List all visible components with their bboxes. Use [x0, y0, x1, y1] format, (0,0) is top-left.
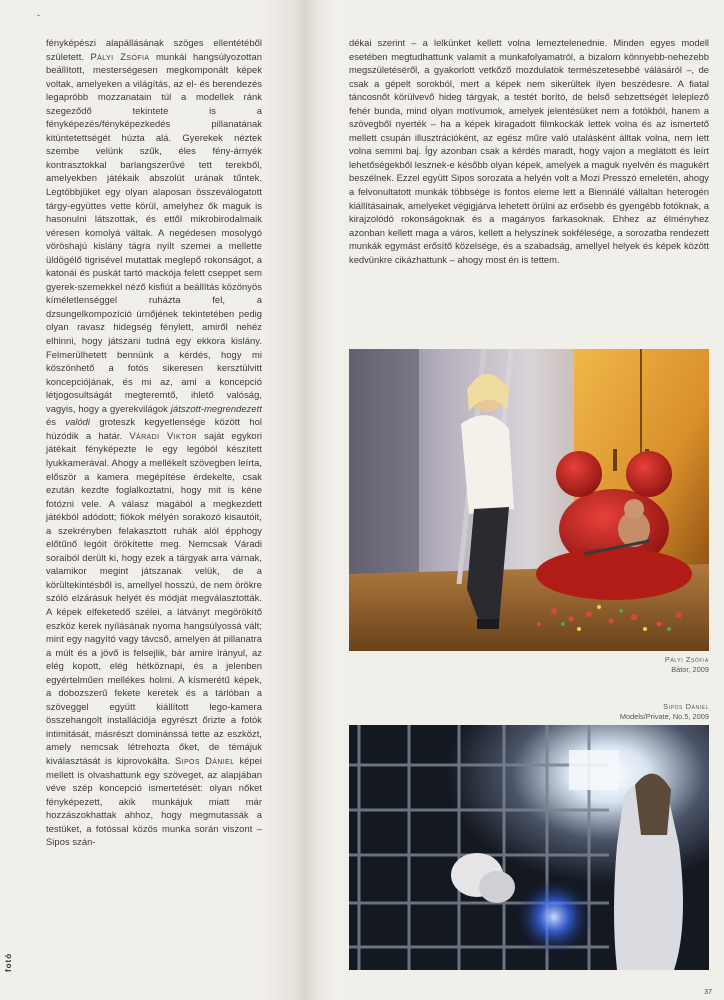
- right-column-paragraph: dékai szerint – a lelkünket kellett volna lemeztelenednie. Minden egyes modell esetében megtudhattunk valamit a munkafolyamatról, a bizalom könnyebb-nehezebb megszületéséről, a gyakorlott vetkőző mozdulatok természetesebbé válásáról –, de csak a gépelt sorokból, mert a képek nem sikerültek ilyen beszédesre. A fiatal táncosnőt körülvevő hideg tárgyak, a testét borító, de belső sebzettségét leleplező fehér bunda, mind olyan motívumok, amelyek jelentésüket nem a fotókból, hanem a szövegből nyerték – ha a képek kiragadott filmkockák lettek volna és az ismertető mellett csupán illusztrációként, az egész műre való utalásként álltak volna, nem lett volna semmi baj. Így azonban csak a kérdés maradt, hogy vajon a meglátott és leírt lehetőségekből lesznek-e később olyan képek, amelyek a maguk nyelvén és magukért beszélnek. Ezzel együtt Sipos sorozata a helyén volt a Mozi Presszó emeletén, ahogy a felvonultatott munkák többsége is fontos eleme lett a Biennálé vállaltan heterogén kiállításainak, amelyeket végigjárva lehetett örülni az erősebb és gyengébb fotóknak, a kirajzolódó rokonságoknak és a magányos farkasoknak. Ehhez az élményhez azonban kellett maga a város, kellett a helyszínek sokfélesége, a sorozatba rendezett munkák egymást erősítő közelsége, és a szabadság, amellyel helyek és képek között kedvünkre cikázhattunk – ahogy most én is tettem.: [349, 37, 709, 265]
- caption-photo-2: [620, 702, 709, 722]
- page-mark: -: [37, 10, 40, 20]
- left-text-column: [46, 36, 262, 849]
- text-run: és: [46, 416, 66, 428]
- caption-author: Sipos Dániel: [663, 702, 709, 711]
- right-text-column: [349, 36, 709, 266]
- text-run: groteszk kegyetlensége között hol húzódik a határ.: [46, 416, 262, 441]
- section-label: fotó: [4, 952, 13, 972]
- page-gutter: [262, 0, 340, 1000]
- text-run: munkái hangsúlyozottan beállított, mesterségesen megkomponált képek voltak, amelyeken a világítás, az el- és berendezés legapróbb mozzanatain túl a modellek ránk szegeződő tekintete is a fényképezés/fényképezkedés pillanatának kitüntetettségét húzta alá. Gyerekek néztek szembe velünk szűk, éles fény-árnyék kontrasztokkal barlangszerűvé tett terekből, amelyekben játékaik abszolút urának tűntek. Legtöbbjüket egy olyan alaposan összeválogatott tárgy-együttes vette körül, amelyhez ők maguk is hasonulni látszottak, és ettől mikrobirodalmaik véresen komolyá váltak. A negédesen mosolygó vöröshajú kislány tágra nyílt szemei a mellette üldögélő tigrisével mutattak meglepő rokonságot, a katonái és puskát tartó mackója felett cseppet sem gyerek-szemekkel néző kisfiút a beállítás közönyös kíméletlenséggel ruházta fel, a dzsungelkompozíció úrnőjének tekintetében pedig olyan ravasz hidegség fénylett, amiről nehéz elhinni, hogy játszani tudná egy ekkora kislány. Felmerülhetett bennünk a kérdés, hogy mi köszönhető a fotós sikeresen kersztülvitt koncepciójának, és mi az, ami a koncepció létjogosultságát megteremtő, ihlető valóság, vagyis, hogy a gyerekvilágok: [46, 50, 262, 414]
- text-run: fényképészi alapállásának szöges ellentétéből született.: [46, 37, 262, 62]
- left-column-paragraph: [46, 36, 262, 849]
- text-run: saját egykori játékait fényképezte le egy legóból készített lyukkamerával. Ahogy a mellékelt szövegben leírta, először a kamera megépítése érdekelte, csak ezután kezdte foglalkoztatni, hogy mit is kéne fotózni vele. A válasz magából a megkezdett játékból adódott; fiókok mélyén sorakozó kisautóit, a szekrényben felakasztott ruhák alól épphogy előtűnő legóit örökítette meg. Nemcsak Váradi soraiból derült ki, hogy ezek a tárgyak arra várnak, valamikor megint játszanak velük, de a körültekintésből is, amellyel hosszú, de nem örökre szóló elzárásuk helyét és módját megválasztották. A képek elfeketedő szélei, a látványt megörökítő eszköz kerek nyílásának nyoma hangsúlyossá vált; mint egy nagyító vagy távcső, amelyen át pillanatra a múlt és a jövő is felsejlik, bár amire irányul, az elég kopott, elég hétköznapi, és a jelenben egyértelműen mellékes holmi. A kísmerétű képek, a dobozszerű fekete keretek és a tárlóban a szöveggel együtt kiállított lego-kamera összehangolt installációja egyrészt őrizte a fotók intimitását, másrészt dominánssá tette az eszközt, amely nemcsak létrehozta őket, de témájuk kiválasztását is kiprovokálta.: [46, 429, 263, 766]
- caption-photo-1: [665, 655, 709, 675]
- artist-name: Sipos Dániel: [174, 754, 235, 766]
- emphasis-text: játszott-megrendezett: [170, 402, 262, 414]
- page-number: 37: [704, 989, 712, 996]
- photo-sipos-models-private: [349, 725, 709, 970]
- emphasis-text: valódi: [65, 416, 91, 428]
- photo-palyi-bator: [349, 349, 709, 651]
- artist-name: Váradi Viktor: [129, 429, 197, 441]
- artist-name: Pályi Zsófia: [90, 50, 150, 62]
- caption-author: Pályi Zsófia: [664, 655, 709, 664]
- caption-title: Models/Private, No.5, 2009: [619, 712, 709, 721]
- text-run: képei mellett is olvashattunk egy szöveget, az alapjában véve szép koncepció ismertetését: olyan nőket fényképezett, akik munkájuk miatt már hozzászokhattak ahhoz, hogy megmutassák a testüket, a fotóssal közös munka során viszont – Sipos szán-: [46, 754, 263, 848]
- caption-title: Bátor, 2009: [671, 665, 709, 674]
